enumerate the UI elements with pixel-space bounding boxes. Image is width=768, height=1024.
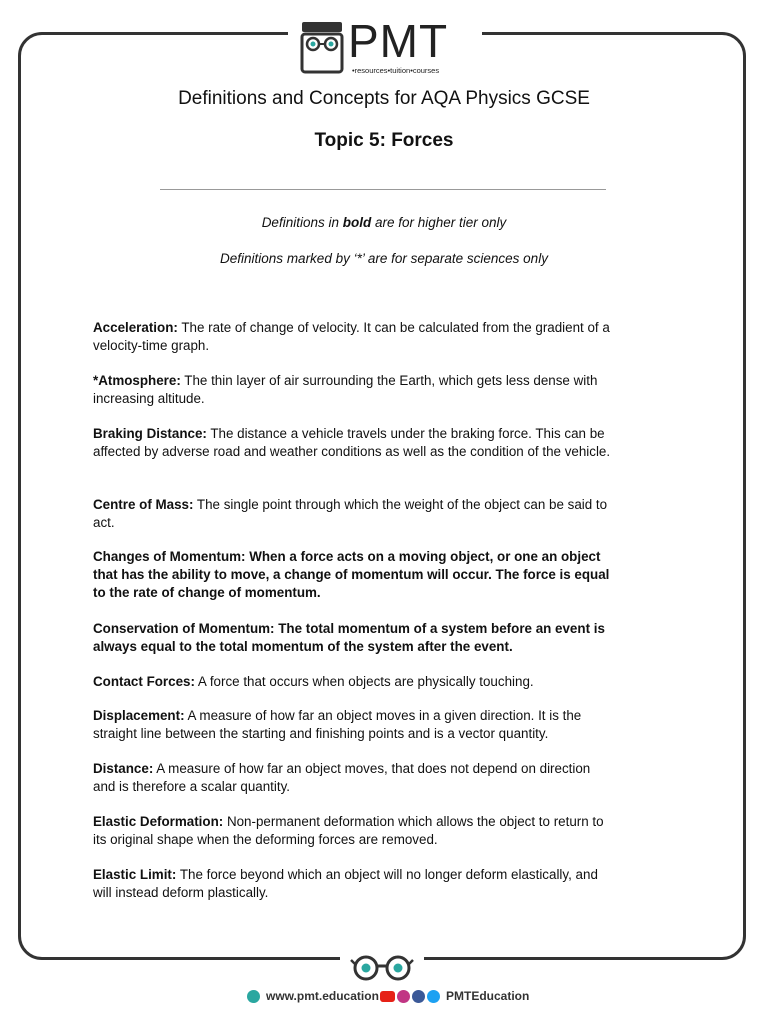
definition-body: The single point through which the weight of the object can be said to act. [93, 497, 608, 530]
definition-body: The rate of change of velocity. It can be calculated from the gradient of a velocity-time graph. [93, 320, 610, 353]
definition-centre-of-mass [93, 496, 613, 532]
divider [160, 189, 606, 190]
definition-body: The distance a vehicle travels under the braking force. This can be affected by adverse road and weather conditions as well as the condition of the vehicle. [93, 426, 611, 459]
definition-term: Changes of Momentum: [93, 549, 246, 564]
logo-tagline: •resources•tuition•courses [352, 66, 440, 75]
twitter-icon[interactable] [427, 990, 440, 1003]
note-bold-word: bold [342, 215, 372, 230]
definition-term: Centre of Mass: [93, 497, 194, 512]
definition-braking-distance [93, 425, 613, 461]
instagram-icon[interactable] [397, 990, 410, 1003]
definition-body: Non-permanent deformation which allows the object to return to its original shape when the deforming forces are removed. [93, 814, 604, 847]
definition-contact-forces [93, 673, 613, 691]
definition-conservation-of-momentum [93, 620, 613, 656]
definition-elastic-limit [93, 866, 613, 902]
footer [0, 989, 768, 1009]
logo-wordmark: PMT [348, 15, 449, 67]
social-links [380, 989, 529, 1003]
definition-term: Conservation of Momentum: [93, 621, 275, 636]
higher-tier-note [0, 215, 768, 230]
definition-term: Contact Forces: [93, 674, 195, 689]
definition-acceleration [93, 319, 613, 355]
definition-body: When a force acts on a moving object, or one an object that has the ability to move, a change of momentum will occur. The force is equal to the rate of change of momentum. [93, 549, 610, 600]
definition-body: The force beyond which an object will no longer deform elastically, and will instead deform plastically. [93, 867, 598, 900]
definition-displacement [93, 707, 613, 743]
definition-changes-of-momentum [93, 548, 613, 602]
separate-sciences-note: Definitions marked by ‘*’ are for separate sciences only [220, 251, 548, 266]
youtube-icon[interactable] [380, 991, 395, 1002]
note-suffix: are for higher tier only [371, 215, 507, 230]
definition-term: Elastic Deformation: [93, 814, 224, 829]
website-text: www.pmt.education [266, 989, 379, 1003]
definition-body: A force that occurs when objects are physically touching. [194, 674, 534, 689]
glasses-icon [348, 952, 416, 982]
definition-elastic-deformation [93, 813, 613, 849]
definition-term: Distance: [93, 761, 154, 776]
definition-term: Braking Distance: [93, 426, 207, 441]
facebook-icon[interactable] [412, 990, 425, 1003]
topic-title: Topic 5: Forces [314, 130, 454, 151]
definition-term: Displacement: [93, 708, 185, 723]
definition-body: The thin layer of air surrounding the Earth, which gets less dense with increasing altitude. [93, 373, 598, 406]
definition-body: A measure of how far an object moves, that does not depend on direction and is therefore a scalar quantity. [93, 761, 591, 794]
definition-body: The total momentum of a system before an event is always equal to the total momentum of the system after the event. [93, 621, 605, 654]
document-title: Definitions and Concepts for AQA Physics GCSE [178, 88, 590, 109]
definition-atmosphere [93, 372, 613, 408]
cursor-icon [247, 990, 260, 1003]
definition-body: A measure of how far an object moves in a given direction. It is the straight line between the starting and finishing points and is a vector quantity. [93, 708, 582, 741]
definition-distance [93, 760, 613, 796]
social-handle[interactable]: PMTEducation [446, 989, 530, 1003]
definition-term: Elastic Limit: [93, 867, 177, 882]
note-prefix: Definitions in [261, 215, 343, 230]
website-link[interactable] [247, 989, 379, 1003]
definition-term: *Atmosphere: [93, 373, 181, 388]
definition-term: Acceleration: [93, 320, 178, 335]
